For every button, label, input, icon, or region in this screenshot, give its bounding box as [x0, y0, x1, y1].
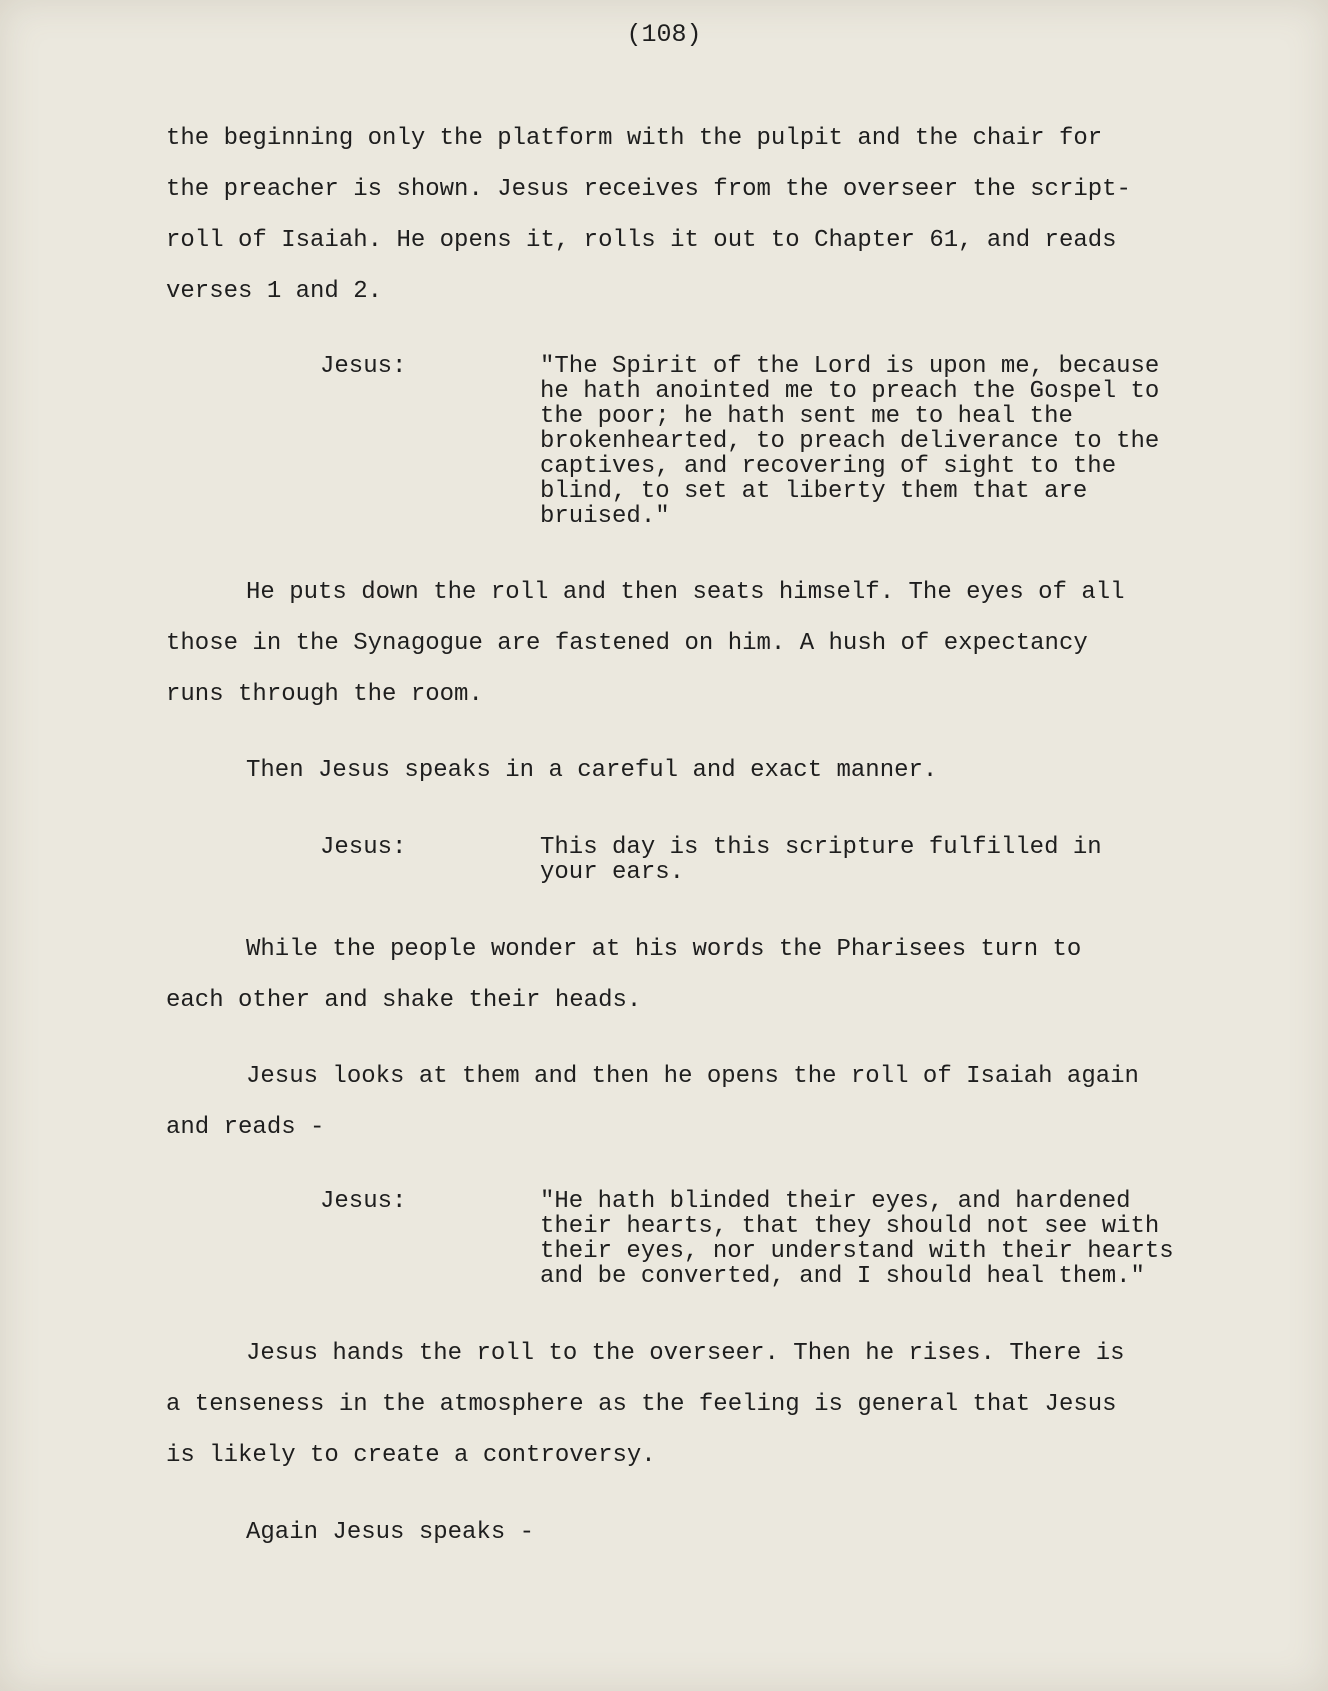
dialogue-line: your ears. — [540, 859, 685, 886]
paragraph-stage-direction — [166, 1051, 1216, 1153]
text-line: and reads - — [166, 1114, 325, 1141]
text-line: is likely to create a controversy. — [166, 1442, 656, 1469]
speaker-name: Jesus: — [320, 1188, 407, 1215]
text-line: Jesus hands the roll to the overseer. Then he rises. There is — [246, 1340, 1125, 1367]
dialogue-text — [540, 1189, 1240, 1289]
speaker-name: Jesus: — [320, 353, 407, 380]
text-line: the preacher is shown. Jesus receives from the overseer the script- — [166, 176, 1131, 203]
text-line: verses 1 and 2. — [166, 278, 383, 305]
dialogue-line: brokenhearted, to preach deliverance to the — [540, 428, 1160, 455]
dialogue-line: their eyes, nor understand with their hearts — [540, 1238, 1174, 1265]
text-line: Then Jesus speaks in a careful and exact manner. — [246, 757, 938, 784]
text-line: a tenseness in the atmosphere as the feeling is general that Jesus — [166, 1391, 1117, 1418]
paragraph-stage-direction — [166, 924, 1216, 1026]
dialogue-line: captives, and recovering of sight to the — [540, 453, 1117, 480]
dialogue-text — [540, 835, 1240, 885]
text-line: runs through the room. — [166, 681, 483, 708]
text-line: Again Jesus speaks - — [246, 1519, 535, 1546]
dialogue-text — [540, 354, 1240, 529]
text-line: roll of Isaiah. He opens it, rolls it out to Chapter 61, and reads — [166, 227, 1117, 254]
text-line: While the people wonder at his words the Pharisees turn to — [246, 936, 1082, 963]
paragraph-scene-description — [166, 113, 1216, 317]
dialogue-line: "The Spirit of the Lord is upon me, because — [540, 353, 1160, 380]
dialogue-line: and be converted, and I should heal them." — [540, 1263, 1145, 1290]
dialogue-line: This day is this scripture fulfilled in — [540, 834, 1102, 861]
text-line: those in the Synagogue are fastened on him. A hush of expectancy — [166, 630, 1088, 657]
dialogue-line: "He hath blinded their eyes, and hardened — [540, 1188, 1131, 1215]
dialogue-line: blind, to set at liberty them that are — [540, 478, 1088, 505]
page-number: (108) — [626, 20, 702, 49]
text-line: the beginning only the platform with the pulpit and the chair for — [166, 125, 1103, 152]
paragraph-stage-direction — [166, 745, 1216, 796]
paragraph-stage-direction — [166, 567, 1216, 720]
dialogue-line: bruised." — [540, 503, 670, 530]
speaker-name: Jesus: — [320, 834, 407, 861]
paragraph-stage-direction — [166, 1507, 1216, 1558]
dialogue-line: the poor; he hath sent me to heal the — [540, 403, 1073, 430]
paragraph-stage-direction — [166, 1328, 1216, 1481]
text-line: Jesus looks at them and then he opens the roll of Isaiah again — [246, 1063, 1139, 1090]
dialogue-line: their hearts, that they should not see with — [540, 1213, 1160, 1240]
text-line: He puts down the roll and then seats himself. The eyes of all — [246, 579, 1125, 606]
dialogue-line: he hath anointed me to preach the Gospel to — [540, 378, 1160, 405]
text-line: each other and shake their heads. — [166, 987, 642, 1014]
